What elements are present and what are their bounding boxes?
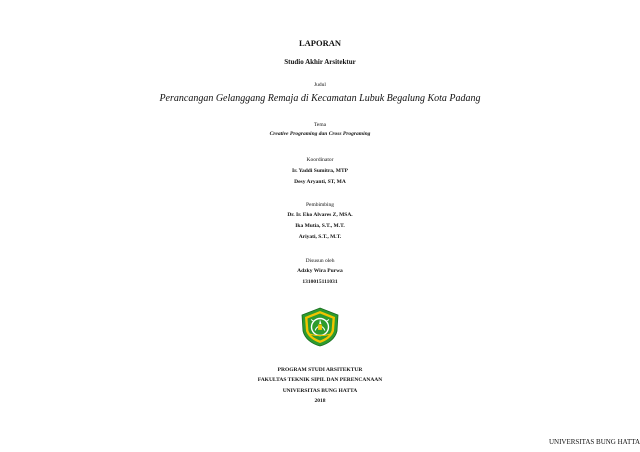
theme-value: Creative Programing dan Cross Programing — [269, 131, 371, 137]
study-program: PROGRAM STUDI ARSITEKTUR — [277, 367, 363, 373]
faculty-name: FAKULTAS TEKNIK SIPIL DAN PERENCANAAN — [257, 377, 383, 383]
advisor-name: Dr. Ir. Eko Alvares Z, MSA. — [287, 212, 353, 218]
report-label: LAPORAN — [298, 38, 342, 48]
author-label: Disusun oleh — [305, 258, 335, 264]
coordinator-name: Desy Aryanti, ST, MA — [294, 179, 346, 185]
university-emblem-icon — [300, 307, 340, 347]
coordinator-label: Koordinator — [306, 157, 334, 163]
advisor-label: Pembimbing — [305, 202, 335, 208]
university-name: UNIVERSITAS BUNG HATTA — [282, 388, 358, 394]
student-id: 1310015111031 — [302, 279, 338, 285]
title-label: Judul — [314, 82, 326, 88]
document-title: Perancangan Gelanggang Remaja di Kecamatan Lubuk Begalung Kota Padang — [159, 93, 481, 104]
author-name: Adzky Wira Purwa — [297, 268, 343, 274]
footer-university: UNIVERSITAS BUNG HATTA — [548, 438, 640, 446]
studio-name: Studio Akhir Arsitektur — [284, 58, 356, 66]
coordinator-name: Ir. Yaddi Sumitra, MTP — [292, 168, 348, 174]
theme-label: Tema — [313, 122, 327, 128]
advisor-name: Ika Mutia, S.T., M.T. — [295, 223, 345, 229]
year: 2018 — [314, 398, 326, 404]
advisor-name: Ariyati, S.T., M.T. — [298, 234, 342, 240]
